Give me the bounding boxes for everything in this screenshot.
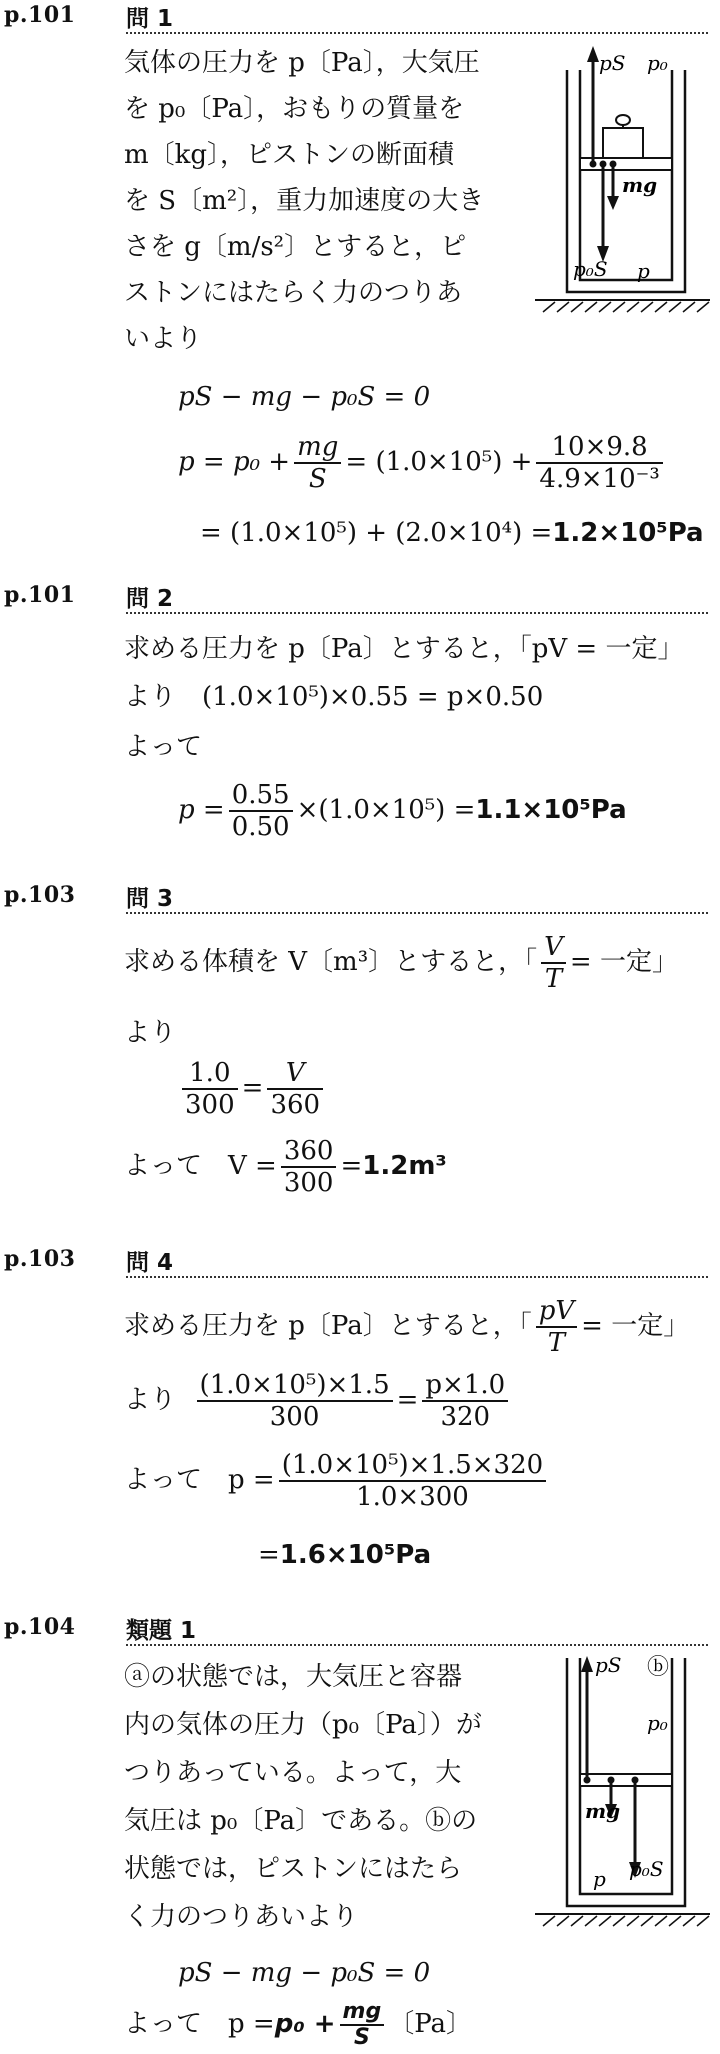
frac-den: 4.9×10⁻³ <box>539 464 660 494</box>
label-mg: mg <box>585 1799 621 1823</box>
piston-diagram-b <box>535 1648 710 1928</box>
fraction <box>182 1058 238 1120</box>
frac-den: T <box>547 1328 566 1358</box>
frac-num: p×1.0 <box>422 1370 508 1402</box>
text-part: = 一定」 <box>581 1311 690 1341</box>
answer: 1.2×10⁵Pa <box>552 518 704 548</box>
label-pS: pS <box>599 51 626 75</box>
fraction <box>536 1296 577 1358</box>
label-p0S: p₀S <box>629 1857 664 1881</box>
equation: pS − mg − p₀S = 0 <box>178 1958 431 1988</box>
divider <box>126 912 708 914</box>
equation <box>200 518 704 548</box>
problem-title: 問 2 <box>126 586 174 612</box>
text-line: ⓐの状態では，大気圧と容器 <box>124 1662 463 1692</box>
page-ref: p.103 <box>4 1246 76 1272</box>
frac-num: 360 <box>281 1136 337 1168</box>
frac-den: 360 <box>270 1090 321 1120</box>
frac-num: mg <box>294 432 341 464</box>
text-line: 気体の圧力を p〔Pa〕，大気圧 <box>124 48 480 78</box>
frac-num: 10×9.8 <box>536 432 662 464</box>
text-line: いより <box>124 324 203 354</box>
frac-den: 300 <box>269 1402 320 1432</box>
frac-num: pV <box>536 1296 577 1328</box>
eq-part: よって V = <box>124 1151 277 1181</box>
text-line: く力のつりあいより <box>124 1902 359 1932</box>
eq-part: = (1.0×10⁵) + <box>345 447 533 477</box>
text-line: ストンにはたらく力のつりあ <box>124 278 463 308</box>
frac-den: 300 <box>185 1090 235 1120</box>
fraction <box>281 1136 337 1198</box>
unit: 〔Pa〕 <box>388 2009 473 2039</box>
eq-part: = <box>258 1540 280 1570</box>
text-line: を S〔m²〕，重力加速度の大き <box>124 186 485 216</box>
divider <box>126 612 708 614</box>
fraction <box>229 780 293 842</box>
text-part: = 一定」 <box>569 947 678 977</box>
fraction <box>197 1370 393 1432</box>
piston-diagram <box>535 40 710 315</box>
divider <box>126 1644 708 1646</box>
fraction <box>541 932 566 994</box>
equation <box>178 780 627 842</box>
page-ref: p.103 <box>4 882 76 908</box>
answer: 1.6×10⁵Pa <box>279 1540 432 1570</box>
answer: 1.1×10⁵Pa <box>475 795 627 825</box>
page-ref: p.101 <box>4 2 76 28</box>
text-line: 状態では，ピストンにはたら <box>124 1854 463 1884</box>
eq-part: よって p = <box>124 1465 275 1495</box>
fraction <box>536 432 662 494</box>
equation <box>124 1136 447 1198</box>
label-p: p <box>593 1867 606 1891</box>
text-line: 気圧は p₀〔Pa〕である。ⓑの <box>124 1806 478 1836</box>
answer: p₀ + <box>274 2009 336 2039</box>
fraction <box>422 1370 508 1432</box>
label-p0: p₀ <box>647 1711 668 1735</box>
label-pS: pS <box>595 1653 622 1677</box>
divider <box>126 32 708 34</box>
eq-part: = <box>241 1073 264 1103</box>
frac-den: 1.0×300 <box>356 1482 469 1512</box>
eq-part: p = p₀ + <box>178 447 291 477</box>
frac-den: 0.50 <box>231 812 290 842</box>
frac-num: (1.0×10⁵)×1.5 <box>197 1370 393 1402</box>
frac-den: S <box>353 2025 370 2050</box>
page-ref: p.101 <box>4 582 76 608</box>
text-line: より <box>124 1018 177 1048</box>
label-p0S: p₀S <box>573 257 608 281</box>
equation <box>178 1058 327 1120</box>
equation <box>258 1540 431 1570</box>
frac-den: T <box>544 964 563 994</box>
eq-part: = <box>396 1385 419 1415</box>
text-line: 内の気体の圧力（p₀〔Pa〕）が <box>124 1710 482 1740</box>
fraction <box>294 432 341 494</box>
eq-part: = <box>340 1151 363 1181</box>
label-p0: p₀ <box>647 51 668 75</box>
equation <box>124 1370 512 1432</box>
frac-num: V <box>541 932 566 964</box>
eq-part: よって p = <box>124 2009 275 2039</box>
frac-den: 320 <box>440 1402 491 1432</box>
fraction <box>267 1058 323 1120</box>
problem-title: 問 4 <box>126 1250 174 1276</box>
equation <box>124 2000 472 2050</box>
frac-num: 1.0 <box>182 1058 238 1090</box>
problem-title: 問 3 <box>126 886 174 912</box>
problem-title: 問 1 <box>126 6 174 32</box>
fraction <box>279 1450 546 1512</box>
divider <box>126 1276 708 1278</box>
text-line: よって <box>124 732 203 762</box>
text-line: 求める圧力を p〔Pa〕とすると，「pV = 一定」 <box>124 634 684 664</box>
eq-part: = (1.0×10⁵) + (2.0×10⁴) = <box>200 518 553 548</box>
text-line <box>124 1296 689 1358</box>
page-ref: p.104 <box>4 1614 76 1640</box>
label-mg: mg <box>622 173 658 197</box>
problem-title: 類題 1 <box>126 1618 197 1644</box>
label-p: p <box>637 259 650 283</box>
equation <box>124 1450 550 1512</box>
text-line: つりあっている。よって，大 <box>124 1758 462 1788</box>
piston <box>580 1774 672 1786</box>
text-line: さを g〔m/s²〕とすると，ピ <box>124 232 467 262</box>
text-line: を p₀〔Pa〕，おもりの質量を <box>124 94 465 124</box>
equation <box>178 432 667 494</box>
fraction <box>340 2000 385 2050</box>
frac-num: 0.55 <box>229 780 293 812</box>
text-part: 求める体積を V〔m³〕とすると，「 <box>124 947 538 977</box>
eq-part: ×(1.0×10⁵) = <box>296 795 476 825</box>
frac-num: (1.0×10⁵)×1.5×320 <box>279 1450 546 1482</box>
frac-den: S <box>308 464 327 494</box>
eq-part: p = <box>178 795 225 825</box>
text-line <box>124 932 678 994</box>
frac-den: 300 <box>283 1168 334 1198</box>
frac-num: V <box>267 1058 323 1090</box>
text-line: より (1.0×10⁵)×0.55 = p×0.50 <box>124 682 544 712</box>
answer: 1.2m³ <box>362 1151 447 1181</box>
frac-num: mg <box>340 2000 385 2026</box>
weight <box>603 128 643 158</box>
text-part: 求める圧力を p〔Pa〕とすると，「 <box>124 1311 532 1341</box>
text-line: m〔kg〕，ピストンの断面積 <box>124 140 455 170</box>
eq-part: より <box>124 1385 177 1415</box>
equation: pS − mg − p₀S = 0 <box>178 382 431 412</box>
label-b: ⓑ <box>647 1655 670 1680</box>
